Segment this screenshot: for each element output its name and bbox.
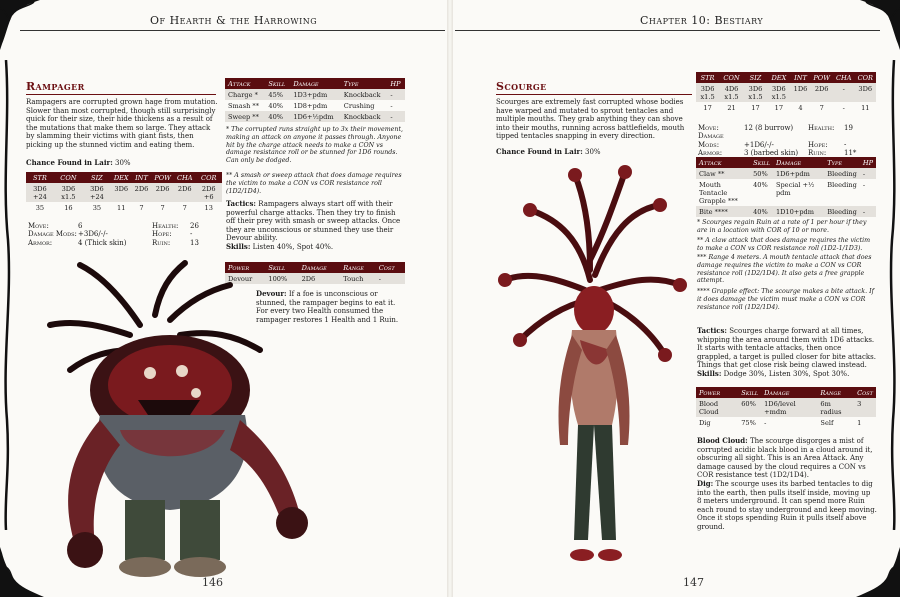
power-header: Power (696, 387, 738, 398)
chance-label: Chance Found in Lair: (496, 147, 583, 156)
attack-header: HP (387, 78, 405, 89)
armor-value: 3 (barbed skin) (744, 149, 799, 158)
devour-text: If a foe is unconscious or stunned, the rampager begins to eat it. For every two Health consumed the rampager restores 1 Health and 1 Ruin. (256, 290, 399, 324)
page-number: 147 (683, 576, 704, 589)
dig-text: The scourge uses its barbed tentacles to dig into the earth, then pulls itself inside, moving up 8 meters underground. It can spend more Ruin each round to stay underground and keep moving. Once it stops spending Ruin it pulls itself above ground. (697, 479, 877, 531)
power-header: Skill (265, 262, 298, 273)
stat-header: POW (810, 72, 833, 83)
stat-value: 4 (798, 103, 803, 112)
table-row (696, 398, 876, 417)
attack-skill: 45% (265, 89, 290, 100)
stat-value: 7 (160, 203, 165, 212)
devour-label: Devour: (256, 289, 287, 298)
power-header: Range (340, 262, 375, 273)
power-header: Skill (738, 387, 761, 398)
stat-value: 7 (819, 103, 824, 112)
running-head: Of Hearth & the Harrowing (150, 14, 318, 27)
attack-note: **** Grapple effect: The scourge makes a bite attack. If it does damage the victim must make a CON vs COR resistance roll (1D2/1D4). (697, 288, 874, 311)
tactics-label: Tactics: (697, 326, 728, 335)
attack-damage: 1D3+pdm (290, 89, 340, 100)
stat-header: STR (696, 72, 719, 83)
attack-damage: 1D10+pdm (773, 206, 824, 217)
attack-note: *** Range 4 meters. A mouth tentacle attack that does damage requires the victim to make a CON vs COR resistance roll (1D2/1D4). It also gets a free grapple attempt. (697, 254, 872, 285)
stat-header: INT (791, 72, 811, 83)
power-cost: - (376, 273, 405, 284)
stat-value: 7 (139, 203, 144, 212)
stat-value: 16 (64, 203, 73, 212)
stat-dice: 4D6 x1.5 (719, 83, 744, 102)
power-skill: 60% (738, 398, 761, 417)
stat-header: COR (196, 172, 223, 183)
skills-text: Dodge 30%, Listen 30%, Spot 30%. (723, 369, 850, 378)
ruin-value: 13 (190, 238, 199, 247)
power-damage: - (764, 418, 767, 427)
creature-intro: Rampagers are corrupted grown hage from mutation. Slower than most corrupted, though still surprisingly quick for their size, their hide thickens as a result of the mutations that make them so large. They attack by slamming their victims with giant fists, then picking up the stunned victim and eating them. (26, 98, 218, 149)
stat-dice: 3D6 (855, 83, 876, 102)
attack-name: Sweep ** (225, 111, 265, 122)
attack-type: Bleeding (827, 180, 857, 189)
move-value: 6 (78, 222, 83, 230)
power-name: Dig (699, 418, 711, 427)
health-value: 19 (844, 124, 853, 132)
attack-type: Knockback (341, 111, 388, 122)
attack-note: * Scourges regain Ruin at a rate of 1 per hour if they are in a location with COR of 10 or more. (697, 219, 867, 234)
creature-title: Rampager (26, 80, 85, 93)
stat-dice: 3D6 (111, 183, 132, 202)
stat-value: 35 (35, 203, 45, 212)
attack-type: Knockback (341, 89, 388, 100)
attack-name: Bite **** (696, 206, 750, 217)
tactics-label: Tactics: (226, 199, 257, 208)
header-rule (20, 30, 445, 31)
stat-dice: 3D6 x1.5 (54, 183, 83, 202)
power-header: Range (817, 387, 854, 398)
stat-dice: 2D6 (174, 183, 196, 202)
creature-intro: Scourges are extremely fast corrupted whose bodies have warped and mutated to sprout tentacles and multiple mouths. They grab anything they can shove into their mouths, running across battlefields, mouth tipped tentacles snapping in every direction. (496, 98, 685, 141)
stat-dice: 3D6 +24 (26, 183, 54, 202)
hope-value: - (190, 230, 193, 239)
ruin-value: 11* (844, 149, 857, 158)
power-cost: 1 (857, 418, 862, 427)
damage-mods-value: +1D6/-/- (744, 140, 774, 149)
damage-mods-value: +3D6/-/- (78, 230, 108, 239)
stat-header: DEX (111, 172, 132, 183)
hope-label: Hope: (152, 230, 172, 239)
power-range: 6m radius (817, 398, 854, 417)
attack-header: Type (341, 78, 388, 89)
stat-header: STR (26, 172, 54, 183)
health-label: Health: (152, 222, 179, 230)
attack-note: ** A claw attack that does damage requires the victim to make a CON vs COR resistance roll (1D2-1/1D3). (697, 237, 871, 252)
attack-skill: 40% (268, 101, 284, 110)
page-number: 146 (202, 576, 223, 589)
skills-label: Skills: (226, 241, 251, 251)
stat-header: POW (151, 172, 174, 183)
skills-text: Listen 40%, Spot 40%. (252, 242, 334, 251)
stat-dice: 3D6 x1.5 (696, 83, 719, 102)
stat-value: 17 (703, 103, 712, 112)
dig-label: Dig: (697, 478, 714, 488)
running-head: Chapter 10: Bestiary (640, 14, 764, 27)
attack-hp: - (387, 111, 405, 122)
stat-header: INT (132, 172, 152, 183)
attack-type: Bleeding (824, 206, 860, 217)
attack-header: Type (824, 157, 860, 168)
chance-line (496, 148, 692, 157)
skills-label: Skills: (697, 368, 722, 378)
table-row (225, 89, 405, 100)
modifiers-block (698, 124, 878, 158)
power-header: Cost (854, 387, 876, 398)
damage-mods-label: Damage Mods: (698, 132, 724, 149)
power-header: Power (225, 262, 265, 273)
stats-table (26, 172, 222, 213)
corner-ornament-icon (830, 527, 900, 597)
power-header: Damage (761, 387, 817, 398)
rampager-illustration (20, 255, 340, 585)
stat-header: SIZ (83, 172, 111, 183)
attack-hp: - (862, 180, 866, 189)
attack-name: Charge * (225, 89, 265, 100)
blood-cloud-text: The scourge disgorges a mist of corrupted acidic black blood in a cloud around it, obscuring all sight. This is an Area Attack. Any damage caused by the cloud requires a CON vs COR resistance test (1D2/1D4). (697, 437, 873, 480)
attack-damage: 1D6+½pdm (290, 111, 340, 122)
header-rule (455, 30, 880, 31)
move-value: 12 (8 burrow) (744, 124, 794, 132)
attack-skill: 40% (265, 111, 290, 122)
power-skill: 75% (741, 418, 756, 427)
attack-hp: - (390, 101, 393, 110)
stat-header: COR (855, 72, 876, 83)
stat-value: 11 (117, 203, 126, 212)
attack-skill: 40% (750, 206, 773, 217)
table-row (696, 179, 876, 206)
attack-hp: - (387, 89, 405, 100)
attack-type: Bleeding (824, 168, 860, 179)
attack-header: HP (860, 157, 876, 168)
power-header: Cost (376, 262, 405, 273)
tactics-text: Scourges charge forward at all times, whipping the area around them with 1D6 attacks. It starts with tentacle attacks, then once grappled, a target is pulled closer for bite attacks. Things that get close risk being clawed instead. (697, 327, 876, 370)
blood-cloud-paragraph (697, 437, 877, 532)
blood-cloud-label: Blood Cloud: (697, 436, 748, 445)
power-cost: 3 (854, 398, 876, 417)
attack-note: * The corrupted runs straight up to 3x their movement, making an attack on anyone it passes through. Anyone hit by the charge attack needs to make a CON vs damage resistance roll or be stunned for 1D6 rounds. Can only be dodged. (226, 126, 403, 165)
move-label: Move: (28, 222, 49, 230)
border-vine-icon (0, 60, 14, 530)
armor-label: Armor: (28, 238, 53, 247)
armor-value: 4 (Thick skin) (78, 238, 127, 247)
power-skill: 100% (265, 273, 298, 284)
stat-dice: - (833, 83, 855, 102)
power-name: Devour (225, 273, 265, 284)
attack-table (696, 157, 876, 217)
damage-mods-label: Damage Mods: (28, 230, 77, 239)
power-damage: 1D6/level +mdm (761, 398, 817, 417)
chance-value: 30% (585, 148, 601, 156)
chance-value: 30% (115, 159, 131, 167)
attack-name: Smash ** (228, 101, 260, 110)
table-row (696, 206, 876, 217)
stat-value: 21 (727, 103, 736, 112)
attack-header: Attack (225, 78, 265, 89)
power-name: Blood Cloud (696, 398, 738, 417)
attack-damage: 1D8+pdm (293, 101, 328, 110)
stats-table (696, 72, 876, 113)
stat-header: CHA (174, 172, 196, 183)
stat-value: 35 (92, 203, 102, 212)
stat-dice: 2D6 (151, 183, 174, 202)
tactics-paragraph (226, 200, 406, 252)
title-rule (26, 94, 216, 95)
stat-dice: 2D6 (132, 183, 152, 202)
stat-dice: 3D6 x1.5 (744, 83, 767, 102)
stat-dice: 2D6 +6 (196, 183, 223, 202)
stat-dice: 3D6 x1.5 (767, 83, 791, 102)
attack-table (225, 78, 405, 122)
attack-skill: 50% (750, 168, 773, 179)
attack-name: Claw ** (696, 168, 750, 179)
tactics-text: Rampagers always start off with their powerful charge attacks. Then they try to finish off their prey with smash or sweep attacks. Once they are unconscious or stunned they use their Devour ability. (226, 200, 401, 243)
stat-value: - (842, 103, 845, 112)
attack-header: Damage (290, 78, 340, 89)
stat-header: CON (719, 72, 744, 83)
modifiers-block (28, 222, 222, 247)
creature-title: Scourge (496, 80, 547, 93)
right-page (450, 0, 900, 597)
table-row (696, 168, 876, 179)
hope-value: - (844, 140, 847, 149)
ruin-label: Ruin: (808, 149, 827, 158)
attack-damage: Special +½ pdm (775, 180, 815, 197)
stat-dice: 2D6 (810, 83, 833, 102)
attack-damage: 1D6+pdm (773, 168, 824, 179)
stat-header: CHA (833, 72, 855, 83)
stat-value: 17 (751, 103, 760, 112)
table-row (225, 111, 405, 122)
armor-label: Armor: (698, 149, 723, 158)
health-value: 26 (190, 222, 199, 230)
table-row (225, 100, 405, 111)
stat-header: CON (54, 172, 83, 183)
power-table (696, 387, 876, 428)
stat-value: 11 (861, 103, 870, 112)
stat-dice: 1D6 (791, 83, 811, 102)
stat-value: 7 (182, 203, 187, 212)
attack-type: Crushing (343, 101, 375, 110)
stat-dice: 3D6 +24 (83, 183, 111, 202)
attack-skill: 40% (753, 180, 768, 189)
attack-name: Mouth Tentacle Grapple *** (699, 180, 738, 205)
attack-header: Skill (265, 78, 290, 89)
attack-header: Attack (696, 157, 750, 168)
stat-header: DEX (767, 72, 791, 83)
health-label: Health: (808, 124, 835, 132)
power-range: Self (820, 418, 834, 427)
attack-header: Damage (773, 157, 824, 168)
border-vine-icon (886, 60, 900, 530)
table-row (696, 417, 876, 428)
move-label: Move: (698, 124, 719, 132)
stat-header: SIZ (744, 72, 767, 83)
power-range: Touch (340, 273, 375, 284)
power-header: Damage (299, 262, 341, 273)
stat-value: 13 (204, 203, 213, 212)
power-damage: 2D6 (299, 273, 341, 284)
chance-line (26, 159, 220, 168)
attack-hp: - (860, 206, 876, 217)
scourge-illustration (490, 160, 690, 580)
stat-value: 17 (774, 103, 784, 112)
hope-label: Hope: (808, 140, 828, 149)
tactics-paragraph (697, 327, 877, 379)
ruin-label: Ruin: (152, 238, 171, 247)
attack-hp: - (860, 168, 876, 179)
attack-note: ** A smash or sweep attack that does damage requires the victim to make a CON vs COR resistance roll (1D2/1D4). (226, 172, 402, 195)
chance-label: Chance Found in Lair: (26, 158, 113, 167)
title-rule (496, 94, 692, 95)
attack-header: Skill (750, 157, 773, 168)
